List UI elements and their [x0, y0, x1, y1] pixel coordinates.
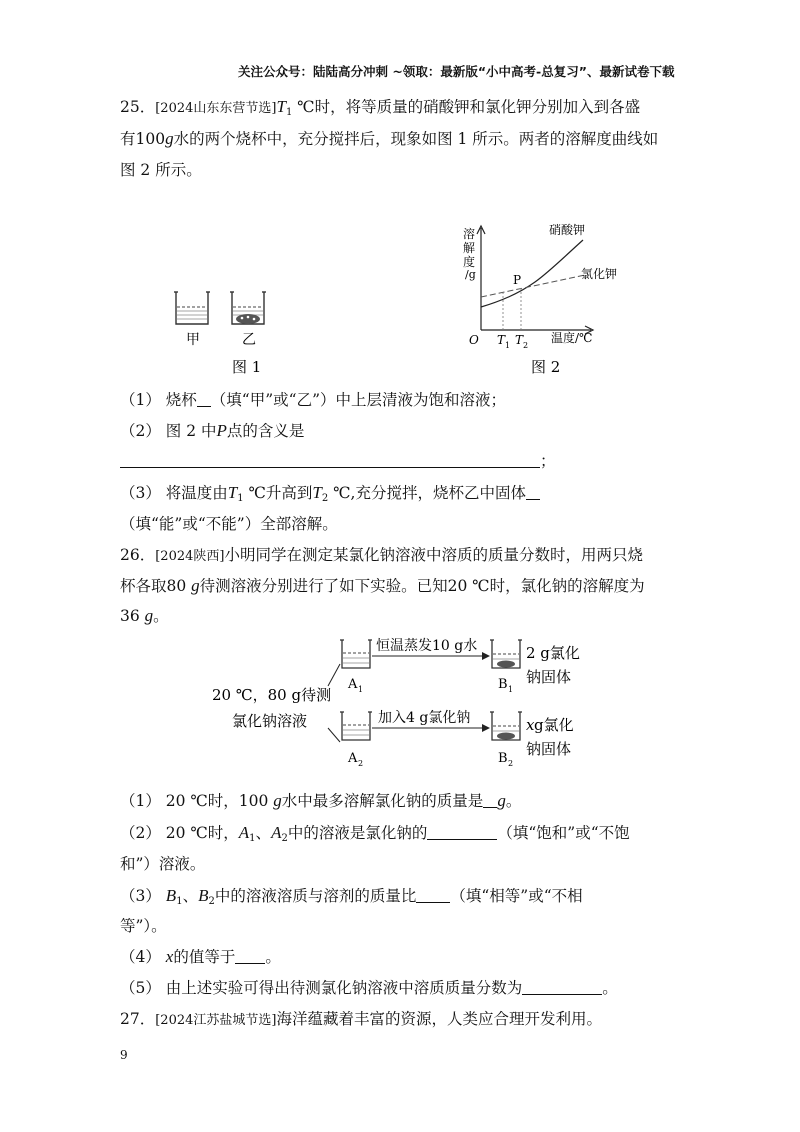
q26-sub-5: （5） 由上述实验可得出待测氯化钠溶液中溶质质量分数为 。	[120, 979, 618, 997]
q25-sub-3-cont: （填“能”或“不能”）全部溶解。	[120, 515, 338, 533]
y-label-3: 度	[463, 255, 476, 269]
q26-sub-3: （3） $B_1$、$B_2$中的溶液溶质与溶剂的质量比 （填“相等”或“不相	[120, 886, 583, 907]
blank-4[interactable]	[483, 792, 497, 808]
beaker-yi	[230, 292, 266, 324]
q26-sub-4: （4） x的值等于 。	[120, 947, 281, 966]
figure-1-caption: 图 1	[232, 358, 262, 376]
legend-kcl: 氯化钾	[581, 267, 618, 281]
blank-6[interactable]	[416, 887, 450, 903]
blank-8[interactable]	[522, 979, 602, 995]
t2-sub: 2	[523, 341, 529, 350]
result-1-line-1: 2 g氯化	[526, 644, 580, 662]
start-label-1: 20 ℃，80 g待测	[212, 686, 332, 704]
q26-sub-2-cont: 和”）溶液。	[120, 855, 206, 873]
q26-sub-2: （2） 20 ℃时，$A_1$、$A_2$中的溶液是氯化钠的 （填“饱和”或“不饱	[120, 823, 630, 844]
blank-3[interactable]	[526, 484, 540, 500]
q27-line-1: 27．[2024江苏盐城节选]海洋蕴藏着丰富的资源，人类应合理开发利用。	[120, 1010, 602, 1028]
origin-label: O	[469, 333, 479, 347]
label-b2-sub: 2	[508, 759, 514, 768]
start-label-2: 氯化钠溶液	[232, 712, 308, 730]
beaker-label-yi: 乙	[242, 332, 256, 348]
t1-label: T	[497, 333, 506, 347]
beaker-a1	[340, 640, 372, 668]
q26-line-2: 杯各取80 g待测溶液分别进行了如下实验。已知20 ℃时，氯化钠的溶解度为	[120, 576, 645, 595]
q25-line-3: 图 2 所示。	[120, 161, 202, 179]
figure-1-beakers	[160, 280, 310, 380]
blank-1[interactable]	[197, 391, 211, 407]
result-2-line-2: 钠固体	[526, 740, 572, 758]
q26-line-1: 26．[2024陕西]小明同学在测定某氯化钠溶液中溶质的质量分数时，用两只烧	[120, 546, 643, 564]
beaker-a2	[340, 712, 372, 740]
page-header: 关注公众号：陆陆高分冲刺 ~领取：最新版“小中高考-总复习”、最新试卷下载	[238, 64, 675, 79]
experiment-diagram	[200, 630, 620, 780]
blank-7[interactable]	[235, 948, 265, 964]
x-axis-label: 温度/℃	[551, 331, 593, 345]
q25-line-2: 有100g水的两个烧杯中，充分搅拌后，现象如图 1 所示。两者的溶解度曲线如	[120, 129, 659, 148]
operation-1-label: 恒温蒸发10 g水	[376, 638, 478, 654]
beaker-jia	[174, 292, 210, 324]
y-label-1: 溶	[463, 227, 476, 241]
beaker-label-jia: 甲	[186, 332, 200, 348]
result-2-line-1: g氯化	[534, 716, 574, 734]
q25-line-1: 25．[2024山东东营节选]$T_1$ ℃时，将等质量的硝酸钾和氯化钾分别加入到各盛	[120, 97, 641, 118]
result-2-x: x	[526, 716, 535, 734]
q26-sub-3-cont: 等”）。	[120, 917, 167, 935]
y-label-2: 解	[463, 241, 476, 255]
label-b1-sub: 1	[508, 685, 514, 694]
label-a1-sub: 1	[358, 685, 364, 694]
blank-2[interactable]	[120, 452, 540, 468]
page-number: 9	[120, 1048, 128, 1062]
beaker-b2	[490, 712, 522, 740]
q25-sub-2-blank: ；	[120, 450, 556, 472]
label-a2: A	[348, 751, 358, 766]
result-1-line-2: 钠固体	[526, 668, 572, 686]
point-p-label: P	[513, 273, 522, 287]
q25-sub-2: （2） 图 2 中P点的含义是	[120, 421, 305, 440]
label-b2: B	[498, 751, 508, 766]
blank-5[interactable]	[427, 824, 497, 840]
legend-kno3: 硝酸钾	[549, 223, 586, 237]
t1-sub: 1	[505, 341, 511, 350]
figure-2-caption: 图 2	[531, 358, 561, 376]
figure-2-solubility-chart	[455, 218, 625, 380]
undissolved-solid	[236, 314, 260, 324]
label-a1: A	[348, 677, 358, 692]
label-b1: B	[498, 677, 508, 692]
y-label-unit: /g	[465, 268, 476, 281]
operation-2-label: 加入4 g氯化钠	[378, 710, 471, 726]
q25-sub-3: （3） 将温度由$T_1$ ℃升高到$T_2$ ℃,充分搅拌，烧杯乙中固体	[120, 482, 540, 510]
curve-kcl	[481, 275, 585, 297]
q26-line-3: 36 g。	[120, 606, 169, 625]
beaker-b1	[490, 640, 522, 668]
q25-sub-1: （1） 烧杯 （填“甲”或“乙”）中上层清液为饱和溶液；	[120, 391, 506, 409]
label-a2-sub: 2	[358, 759, 364, 768]
q26-sub-1: （1） 20 ℃时，100 g水中最多溶解氯化钠的质量是 g。	[120, 791, 522, 810]
curve-kno3	[481, 240, 583, 307]
t2-label: T	[515, 333, 524, 347]
